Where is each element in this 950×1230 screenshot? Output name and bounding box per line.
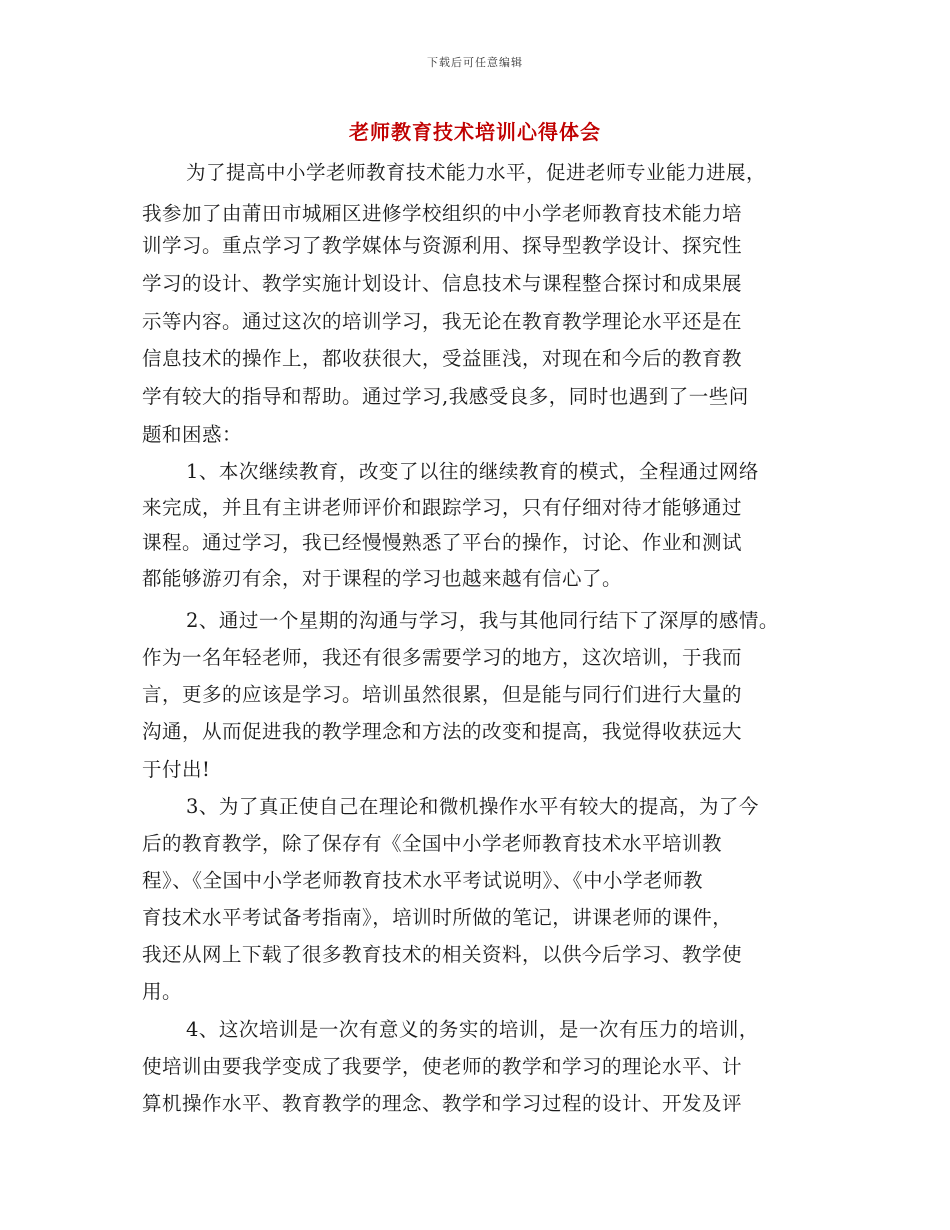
body-line: 育技术水平考试备考指南》，培训时所做的笔记，讲课老师的课件， bbox=[142, 906, 733, 929]
body-line: 我还从网上下载了很多教育技术的相关资料，以供今后学习、教学使 bbox=[142, 943, 743, 966]
body-line: 来完成，并且有主讲老师评价和跟踪学习，只有仔细对待才能够通过 bbox=[142, 496, 743, 519]
body-line: 作为一名年轻老师，我还有很多需要学习的地方，这次培训，于我而 bbox=[142, 646, 743, 669]
body-line: 后的教育教学，除了保存有《全国中小学老师教育技术水平培训教 bbox=[142, 832, 723, 855]
body-line: 算机操作水平、教育教学的理念、教学和学习过程的设计、开发及评 bbox=[142, 1092, 743, 1115]
body-line: 2、通过一个星期的沟通与学习，我与其他同行结下了深厚的感情。 bbox=[186, 609, 779, 632]
body-line: 1、本次继续教育，改变了以往的继续教育的模式，全程通过网络 bbox=[186, 460, 759, 483]
body-line: 我参加了由莆田市城厢区进修学校组织的中小学老师教育技术能力培 bbox=[142, 202, 743, 225]
body-line: 用。 bbox=[142, 980, 183, 1003]
body-line: 为了提高中小学老师教育技术能力水平，促进老师专业能力进展， bbox=[186, 161, 767, 184]
body-line: 使培训由要我学变成了我要学，使老师的教学和学习的理论水平、计 bbox=[142, 1055, 743, 1078]
body-line: 都能够游刃有余，对于课程的学习也越来越有信心了。 bbox=[142, 567, 623, 590]
body-line: 训学习。重点学习了教学媒体与资源利用、探导型教学设计、探究性 bbox=[142, 234, 743, 257]
body-line: 程》、《全国中小学老师教育技术水平考试说明》、《中小学老师教 bbox=[142, 869, 704, 892]
body-line: 信息技术的操作上，都收获很大，受益匪浅，对现在和今后的教育教 bbox=[142, 347, 743, 370]
body-line: 示等内容。通过这次的培训学习，我无论在教育教学理论水平还是在 bbox=[142, 310, 743, 333]
body-line: 题和困惑： bbox=[142, 423, 243, 446]
body-line: 3、为了真正使自己在理论和微机操作水平有较大的提高，为了今 bbox=[186, 795, 759, 818]
body-line: 沟通，从而促进我的教学理念和方法的改变和提高，我觉得收获远大 bbox=[142, 720, 743, 743]
body-line: 于付出! bbox=[142, 758, 211, 781]
body-line: 学有较大的指导和帮助。通过学习,我感受良多，同时也遇到了一些问 bbox=[142, 385, 749, 408]
document-title: 老师教育技术培训心得体会 bbox=[349, 120, 601, 144]
body-line: 4、这次培训是一次有意义的务实的培训，是一次有压力的培训， bbox=[186, 1018, 759, 1041]
body-line: 课程。通过学习，我已经慢慢熟悉了平台的操作，讨论、作业和测试 bbox=[142, 531, 743, 554]
body-line: 学习的设计、教学实施计划设计、信息技术与课程整合探讨和成果展 bbox=[142, 272, 743, 295]
body-line: 言，更多的应该是学习。培训虽然很累，但是能与同行们进行大量的 bbox=[142, 683, 743, 706]
header-note: 下载后可任意编辑 bbox=[427, 56, 523, 69]
